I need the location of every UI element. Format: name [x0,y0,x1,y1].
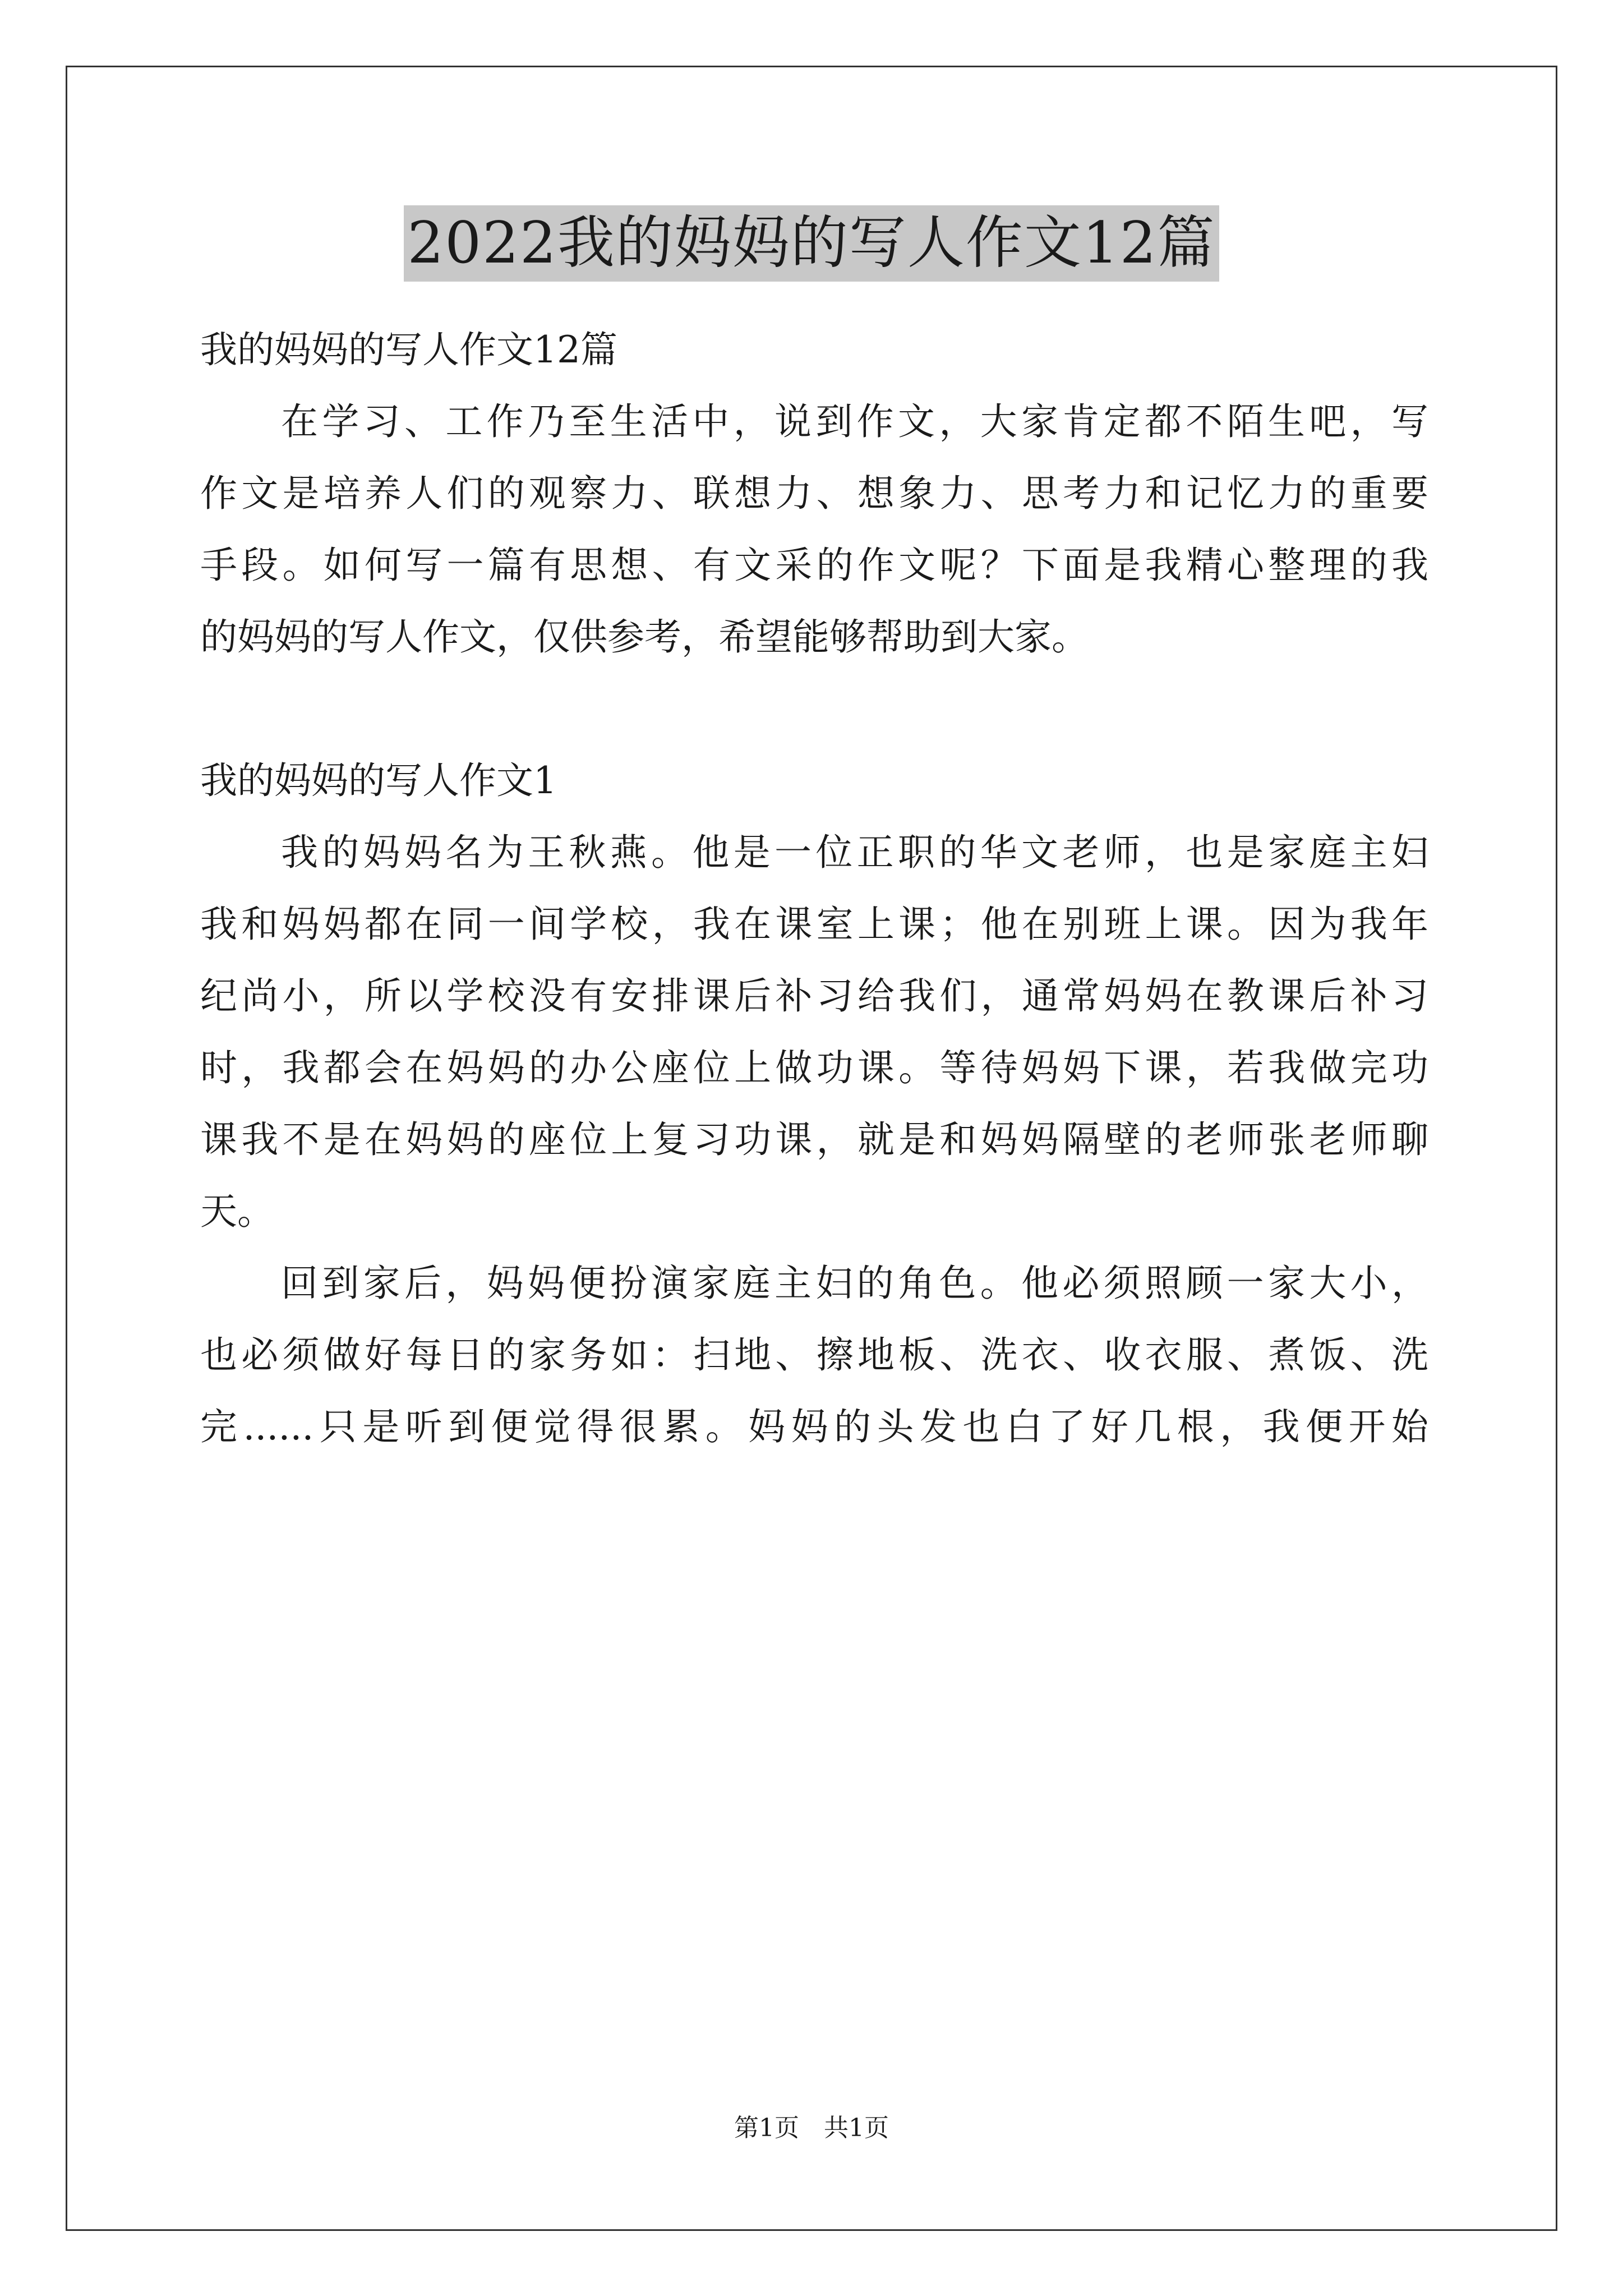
paragraph-line: 纪尚小，所以学校没有安排课后补习给我们，通常妈妈在教课后补习 [200,974,1428,1018]
intro-line: 手段。如何写一篇有思想、有文采的作文呢？下面是我精心整理的我 [200,544,1428,587]
paragraph-line: 课我不是在妈妈的座位上复习功课，就是和妈妈隔壁的老师张老师聊 [200,1118,1428,1161]
intro-line: 作文是培养人们的观察力、联想力、想象力、思考力和记忆力的重要 [200,472,1428,515]
intro-line: 的妈妈的写人作文，仅供参考，希望能够帮助到大家。 [200,615,1089,659]
paragraph-line: 我的妈妈名为王秋燕。他是一位正职的华文老师，也是家庭主妇 [281,831,1428,874]
paragraph-line: 回到家后，妈妈便扮演家庭主妇的角色。他必须照顾一家大小， [281,1262,1428,1305]
section-heading: 我的妈妈的写人作文1 [200,759,557,802]
paragraph-line: 完......只是听到便觉得很累。妈妈的头发也白了好几根，我便开始 [200,1405,1428,1448]
paragraph-line: 我和妈妈都在同一间学校，我在课室上课；他在别班上课。因为我年 [200,903,1428,946]
subtitle: 我的妈妈的写人作文12篇 [200,328,617,371]
document-body [200,314,1428,1463]
page-footer: 第1页 共1页 [734,2114,889,2142]
intro-line: 在学习、工作乃至生活中，说到作文，大家肯定都不陌生吧，写 [281,400,1428,443]
paragraph-line: 也必须做好每日的家务如：扫地、擦地板、洗衣、收衣服、煮饭、洗 [200,1333,1428,1377]
document-title: 2022我的妈妈的写人作文12篇 [404,205,1219,282]
paragraph-line: 时，我都会在妈妈的办公座位上做功课。等待妈妈下课，若我做完功 [200,1046,1428,1089]
paragraph-line: 天。 [200,1190,274,1233]
blank-line [200,673,1428,745]
title-container [0,205,1623,282]
